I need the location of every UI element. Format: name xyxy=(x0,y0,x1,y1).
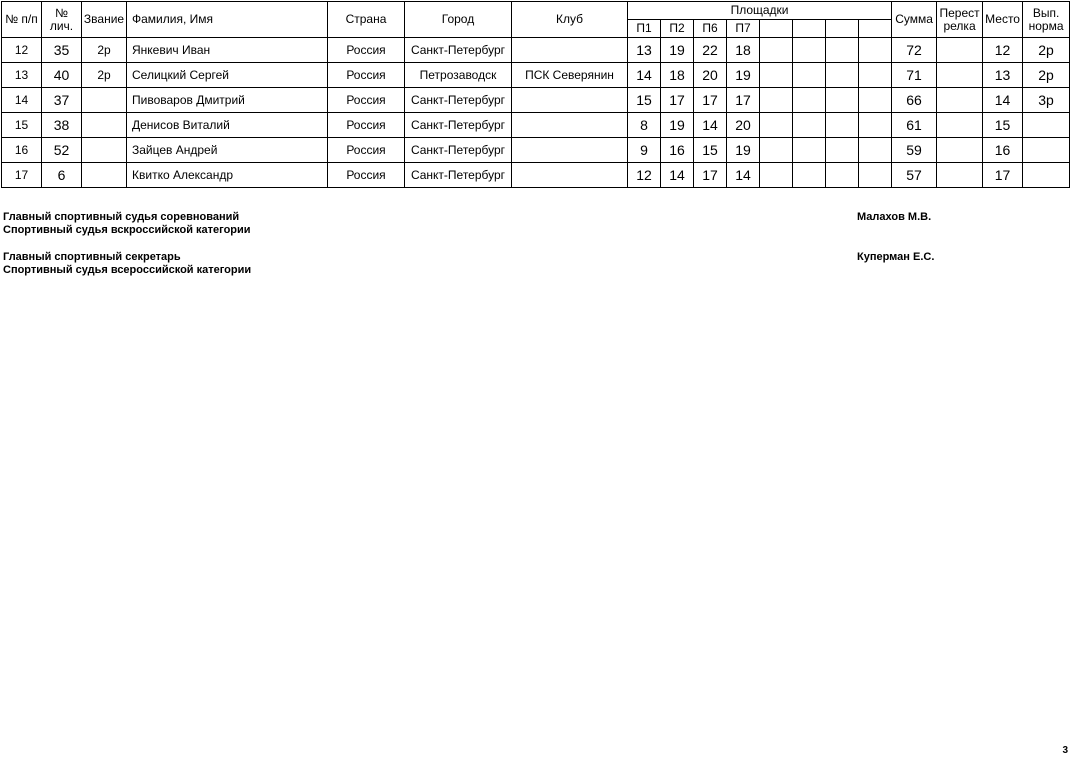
cell-club xyxy=(512,138,628,163)
cell-country: Россия xyxy=(328,163,405,188)
cell-num: 13 xyxy=(2,63,42,88)
cell-area xyxy=(859,38,892,63)
cell-norm: 2р xyxy=(1023,38,1070,63)
cell-club xyxy=(512,88,628,113)
cell-shootoff xyxy=(937,113,983,138)
cell-club: ПСК Северянин xyxy=(512,63,628,88)
cell-city: Санкт-Петербург xyxy=(405,163,512,188)
cell-area xyxy=(793,113,826,138)
cell-area: 20 xyxy=(727,113,760,138)
header-country: Страна xyxy=(328,2,405,38)
cell-city: Санкт-Петербург xyxy=(405,88,512,113)
header-city: Город xyxy=(405,2,512,38)
header-area-blank xyxy=(793,20,826,38)
cell-area xyxy=(826,113,859,138)
cell-area: 18 xyxy=(661,63,694,88)
header-area-blank xyxy=(826,20,859,38)
cell-club xyxy=(512,163,628,188)
chief-secretary-name: Куперман Е.С. xyxy=(857,251,935,263)
cell-place: 17 xyxy=(983,163,1023,188)
cell-area: 19 xyxy=(727,138,760,163)
cell-num: 15 xyxy=(2,113,42,138)
cell-sum: 71 xyxy=(892,63,937,88)
chief-judge-name: Малахов М.В. xyxy=(857,211,932,223)
cell-area xyxy=(826,163,859,188)
cell-shootoff xyxy=(937,88,983,113)
cell-country: Россия xyxy=(328,88,405,113)
header-row xyxy=(2,2,1070,20)
cell-norm xyxy=(1023,138,1070,163)
header-name: Фамилия, Имя xyxy=(127,2,328,38)
cell-club xyxy=(512,113,628,138)
cell-name: Селицкий Сергей xyxy=(127,63,328,88)
cell-club xyxy=(512,38,628,63)
cell-area xyxy=(859,138,892,163)
results-table xyxy=(1,1,1070,188)
cell-area xyxy=(859,63,892,88)
cell-country: Россия xyxy=(328,113,405,138)
cell-country: Россия xyxy=(328,38,405,63)
cell-personal: 52 xyxy=(42,138,82,163)
cell-area: 12 xyxy=(628,163,661,188)
header-norm: Вып. норма xyxy=(1023,2,1070,38)
cell-sum: 66 xyxy=(892,88,937,113)
table-row xyxy=(2,88,1070,113)
cell-area: 17 xyxy=(694,88,727,113)
cell-area: 18 xyxy=(727,38,760,63)
cell-area: 15 xyxy=(628,88,661,113)
header-num: № п/п xyxy=(2,2,42,38)
cell-sum: 61 xyxy=(892,113,937,138)
cell-area: 17 xyxy=(694,163,727,188)
cell-city: Петрозаводск xyxy=(405,63,512,88)
cell-country: Россия xyxy=(328,63,405,88)
header-areas: Площадки xyxy=(628,2,892,20)
header-area-1: П1 xyxy=(628,20,661,38)
cell-shootoff xyxy=(937,38,983,63)
cell-shootoff xyxy=(937,63,983,88)
header-area-blank xyxy=(859,20,892,38)
page-number: 3 xyxy=(1062,745,1068,756)
cell-place: 13 xyxy=(983,63,1023,88)
cell-area xyxy=(859,113,892,138)
cell-area: 16 xyxy=(661,138,694,163)
cell-rank xyxy=(82,138,127,163)
cell-country: Россия xyxy=(328,138,405,163)
cell-area: 19 xyxy=(661,38,694,63)
cell-rank xyxy=(82,113,127,138)
cell-sum: 59 xyxy=(892,138,937,163)
cell-area: 14 xyxy=(694,113,727,138)
cell-rank: 2р xyxy=(82,38,127,63)
header-personal: № лич. xyxy=(42,2,82,38)
cell-area: 19 xyxy=(661,113,694,138)
cell-area: 22 xyxy=(694,38,727,63)
cell-area xyxy=(760,163,793,188)
cell-area: 14 xyxy=(628,63,661,88)
header-club: Клуб xyxy=(512,2,628,38)
cell-city: Санкт-Петербург xyxy=(405,113,512,138)
cell-area xyxy=(760,113,793,138)
cell-place: 14 xyxy=(983,88,1023,113)
cell-area: 13 xyxy=(628,38,661,63)
cell-personal: 40 xyxy=(42,63,82,88)
cell-name: Янкевич Иван xyxy=(127,38,328,63)
cell-name: Пивоваров Дмитрий xyxy=(127,88,328,113)
cell-area xyxy=(859,88,892,113)
chief-secretary-title: Главный спортивный секретарь xyxy=(3,251,181,263)
cell-area: 8 xyxy=(628,113,661,138)
cell-personal: 38 xyxy=(42,113,82,138)
cell-name: Квитко Александр xyxy=(127,163,328,188)
cell-rank xyxy=(82,88,127,113)
chief-judge-category: Спортивный судья вскроссийской категории xyxy=(3,224,251,236)
table-row xyxy=(2,138,1070,163)
cell-num: 14 xyxy=(2,88,42,113)
cell-area xyxy=(793,163,826,188)
table-row xyxy=(2,63,1070,88)
header-place: Место xyxy=(983,2,1023,38)
cell-area xyxy=(793,88,826,113)
cell-city: Санкт-Петербург xyxy=(405,138,512,163)
cell-area xyxy=(793,138,826,163)
cell-area xyxy=(826,38,859,63)
cell-place: 16 xyxy=(983,138,1023,163)
header-area-6: П6 xyxy=(694,20,727,38)
cell-city: Санкт-Петербург xyxy=(405,38,512,63)
cell-area xyxy=(826,88,859,113)
cell-area: 17 xyxy=(661,88,694,113)
chief-judge-title: Главный спортивный судья соревнований xyxy=(3,211,240,223)
cell-area: 14 xyxy=(661,163,694,188)
cell-sum: 72 xyxy=(892,38,937,63)
cell-area xyxy=(760,38,793,63)
cell-num: 12 xyxy=(2,38,42,63)
cell-area: 19 xyxy=(727,63,760,88)
cell-area xyxy=(859,163,892,188)
cell-name: Денисов Виталий xyxy=(127,113,328,138)
cell-area xyxy=(760,138,793,163)
cell-shootoff xyxy=(937,138,983,163)
cell-area xyxy=(793,38,826,63)
cell-personal: 6 xyxy=(42,163,82,188)
cell-area: 17 xyxy=(727,88,760,113)
header-sum: Сумма xyxy=(892,2,937,38)
header-area-blank xyxy=(760,20,793,38)
cell-norm: 3р xyxy=(1023,88,1070,113)
table-row xyxy=(2,113,1070,138)
cell-area xyxy=(760,88,793,113)
cell-norm xyxy=(1023,113,1070,138)
header-shootoff: Перест релка xyxy=(937,2,983,38)
cell-area xyxy=(826,138,859,163)
cell-area xyxy=(793,63,826,88)
header-area-7: П7 xyxy=(727,20,760,38)
cell-area: 9 xyxy=(628,138,661,163)
cell-area: 15 xyxy=(694,138,727,163)
cell-area xyxy=(826,63,859,88)
cell-area xyxy=(760,63,793,88)
cell-sum: 57 xyxy=(892,163,937,188)
cell-area: 14 xyxy=(727,163,760,188)
cell-num: 16 xyxy=(2,138,42,163)
cell-rank: 2р xyxy=(82,63,127,88)
cell-area: 20 xyxy=(694,63,727,88)
chief-secretary-category: Спортивный судья всероссийской категории xyxy=(3,264,252,276)
cell-shootoff xyxy=(937,163,983,188)
cell-place: 15 xyxy=(983,113,1023,138)
cell-norm: 2р xyxy=(1023,63,1070,88)
cell-num: 17 xyxy=(2,163,42,188)
header-rank: Звание xyxy=(82,2,127,38)
cell-personal: 35 xyxy=(42,38,82,63)
cell-rank xyxy=(82,163,127,188)
cell-personal: 37 xyxy=(42,88,82,113)
cell-norm xyxy=(1023,163,1070,188)
cell-name: Зайцев Андрей xyxy=(127,138,328,163)
table-row xyxy=(2,38,1070,63)
table-row xyxy=(2,163,1070,188)
header-area-2: П2 xyxy=(661,20,694,38)
cell-place: 12 xyxy=(983,38,1023,63)
